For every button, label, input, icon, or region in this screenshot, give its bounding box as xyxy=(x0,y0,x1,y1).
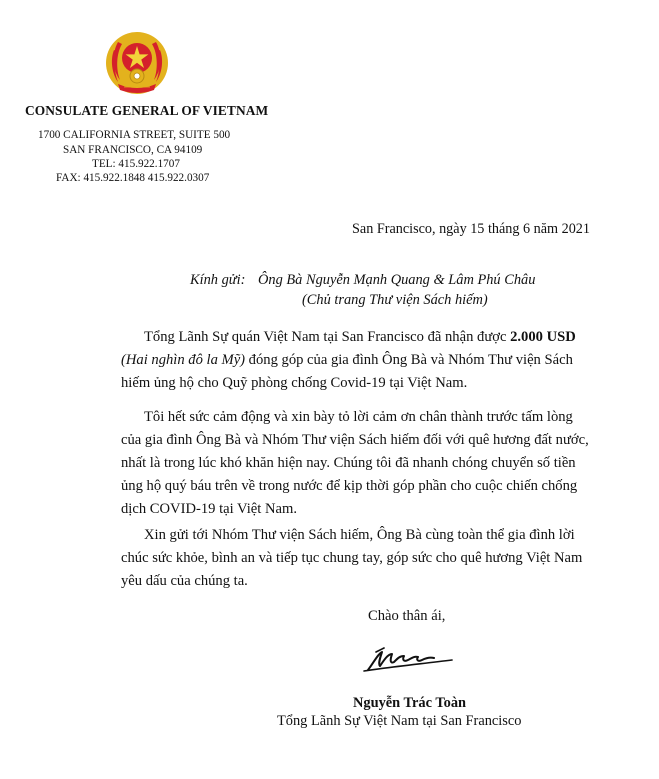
signatory-title: Tổng Lãnh Sự Việt Nam tại San Francisco xyxy=(277,713,522,729)
paragraph-line: chúc sức khỏe, bình an và tiếp tục chung tay, góp sức cho quê hương Việt Nam xyxy=(121,550,583,566)
fax-numbers: FAX: 415.922.1848 415.922.0307 xyxy=(56,172,210,184)
address-city: SAN FRANCISCO, CA 94109 xyxy=(63,144,203,156)
salutation-label: Kính gửi: xyxy=(190,272,246,288)
paragraph-line: Xin gửi tới Nhóm Thư viện Sách hiếm, Ông Bà cùng toàn thể gia đình lời xyxy=(144,527,575,543)
consulate-name: CONSULATE GENERAL OF VIETNAM xyxy=(25,103,269,118)
paragraph-line: của gia đình Ông Bà và Nhóm Thư viện Sách hiếm đối với quê hương đất nước, xyxy=(121,432,589,448)
recipient-names: Ông Bà Nguyễn Mạnh Quang & Lâm Phú Châu xyxy=(258,272,536,288)
paragraph-text: Tổng Lãnh Sự quán Việt Nam tại San Francisco đã nhận được xyxy=(144,329,511,345)
paragraph-line: Tôi hết sức cảm động và xin bày tỏ lời cảm ơn chân thành trước tấm lòng xyxy=(144,409,573,425)
donation-amount: 2.000 USD xyxy=(510,329,576,345)
paragraph-line: dịch COVID-19 tại Việt Nam. xyxy=(121,501,297,517)
vietnam-emblem-icon xyxy=(104,30,170,96)
address-street: 1700 CALIFORNIA STREET, SUITE 500 xyxy=(38,129,231,141)
paragraph-line: yêu dấu của chúng ta. xyxy=(121,573,248,589)
signature-icon xyxy=(360,640,460,676)
paragraph-line xyxy=(144,329,576,346)
amount-in-words: (Hai nghìn đô la Mỹ) xyxy=(121,352,246,368)
paragraph-line: hiếm ủng hộ cho Quỹ phòng chống Covid-19 tại Việt Nam. xyxy=(121,375,468,391)
paragraph-line: ủng hộ quý báu trên về trong nước để kịp thời góp phần cho cuộc chiến chống xyxy=(121,478,578,494)
paragraph-line xyxy=(121,352,573,369)
phone-number: TEL: 415.922.1707 xyxy=(92,158,180,170)
paragraph-text: đóng góp của gia đình Ông Bà và Nhóm Thư viện Sách xyxy=(245,352,573,368)
recipient-title: (Chủ trang Thư viện Sách hiếm) xyxy=(302,292,488,308)
letter-date: San Francisco, ngày 15 tháng 6 năm 2021 xyxy=(352,221,590,237)
signatory-name: Nguyễn Trác Toàn xyxy=(353,695,467,711)
closing-phrase: Chào thân ái, xyxy=(368,608,446,624)
paragraph-line: nhất là trong lúc khó khăn hiện nay. Chúng tôi đã nhanh chóng chuyển số tiền xyxy=(121,455,576,471)
